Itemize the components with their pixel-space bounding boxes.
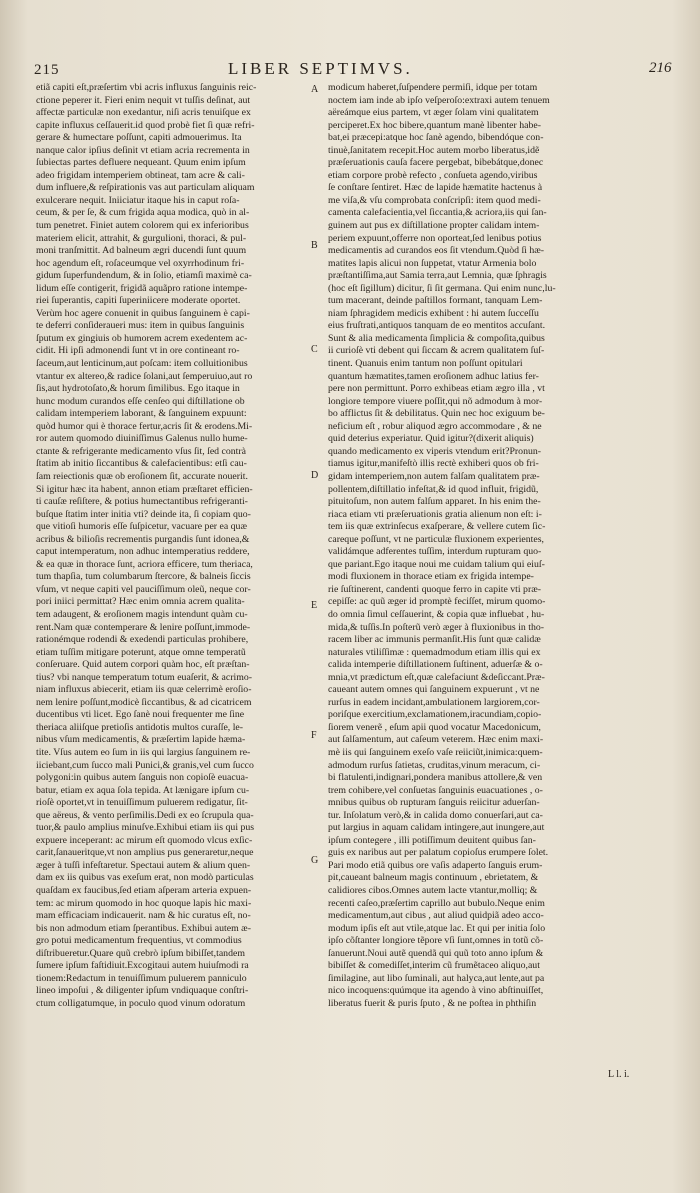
text-line: etiam corpore probè refecto , conſueta agendo,viribus: [328, 169, 538, 181]
text-line: recenti caſeo,præſertim caprillo aut bubulo.Neque enim: [328, 897, 545, 909]
text-line: modi fluxionem in thorace etiam ex frigida intempe-: [328, 571, 534, 583]
text-line: tius? vbi nanque temperatum totum euaſerit, & acrimo-: [36, 671, 253, 683]
text-line: ti cauſæ reſiſtere, & potius humectantibus refrigeranti-: [36, 496, 248, 508]
text-line: camenta calefacientia,vel ſiccantia,& acriora,iis qui ſan-: [328, 207, 547, 219]
text-line: quando medicamento ex viperis vtendum erit?Pronun-: [328, 445, 542, 457]
text-line: ceum, & per ſe, & cum frigida aqua modica, quò in al-: [36, 207, 250, 219]
text-line: ror autem quomodo diuiniſſimus Galenus nullo hume-: [36, 433, 248, 445]
text-line: mida,& tuſſis.In poſterũ verò æger à fluxionibus in tho-: [328, 621, 545, 633]
text-line: ctum colligatumque, in poculo quod vinum odoratum: [36, 997, 246, 1009]
text-line: nanque calor ipſius deſinit vt etiam acria recrementa in: [36, 144, 250, 156]
section-marker-d: D: [311, 470, 319, 481]
text-line: ſiorem venerẽ , eſum apii quod vocatur Macedonicum,: [328, 721, 542, 733]
text-line: me viſa,& vſu comprobata conſcripſi: item quod medi-: [328, 194, 541, 206]
section-marker-f: F: [311, 730, 317, 741]
running-title: LIBER SEPTIMVS.: [228, 59, 413, 78]
text-line: batur, etiam ex aqua ſola tepida. At lænigare ipſum cu-: [36, 784, 250, 796]
text-line: & ea quæ in thorace ſunt, acriora efficere, tum theriaca,: [36, 558, 253, 570]
text-line: put largius in aquam calidam intingere,aut inungere,aut: [328, 822, 545, 834]
text-line: pit,caueant balneum magis continuum , ebrietatem, &: [328, 872, 539, 884]
text-line: gidum ſuperfundendum, & in ſolio, etiamſi maximè ca-: [36, 270, 252, 282]
text-line: guis ex naribus aut per palatum copioſus erumpere ſolet.: [328, 847, 549, 859]
text-line: etiam tuſſim mitigare poterunt, atque omne temperatũ: [36, 646, 246, 658]
text-line: carit,ſanaueritque,vt non amplius pus generaretur,neque: [36, 847, 254, 859]
text-line: nibus vſum medicamentis, & præſertim lapide hæma-: [36, 734, 246, 746]
text-line: polygoni:in quibus autem ſanguis non copioſè euacua-: [36, 772, 249, 784]
text-line: vſum, vt neque capiti vel pauciſſimum oleũ, neque cor-: [36, 583, 251, 595]
text-line: tuor,& paulo amplius minuſve.Exhibui etiam iis qui pus: [36, 822, 255, 834]
text-line: dum influere,& reſpirationis vas aut particulam aliquam: [36, 182, 255, 194]
section-marker-g: G: [311, 855, 319, 866]
text-line: modicum haberet,ſuſpendere permiſi, idque per totam: [328, 82, 538, 93]
text-line: pori iniici permittat? Hæc enim omnia acrem qualita-: [36, 596, 245, 608]
text-line: trem cohibere,vel conſuetas ſanguinis euacuationes , o-: [328, 784, 543, 796]
text-line: admodum rurſus ſatietas, cruditas,vinum meracum, ci-: [328, 759, 541, 771]
text-line: tionem:Redactum in tenuiſſimum puluerem panniculo: [36, 972, 247, 984]
text-line: rie ſuſtinerent, candenti quoque ferro in capite vti præ-: [328, 583, 542, 595]
text-line: etiã capiti eſt,præſertim vbi acris influxus ſanguinis reic-: [36, 82, 257, 93]
text-line: caueant autem omnes qui ſanguinem expuerunt , vt ne: [328, 684, 540, 696]
text-line: conſeruare. Quid autem corpori quàm hoc, eſt præſtan-: [36, 659, 250, 671]
text-line: que aëreus, & vento perſimilis.Dedi ex eo ſcrupula qua-: [36, 809, 254, 821]
text-line: aut ſalſamentum, aut caſeum veterem. Hæc enim maxi-: [328, 734, 544, 746]
text-line: capite influxus ceſſauerit.id quod probè fiet ſi quæ refri-: [36, 119, 255, 131]
text-line: dam ex iis quibus vas exeſum erat, non modò particulas: [36, 872, 254, 884]
text-line: rurſus in eadem incidant,ambulationem largiorem,cor-: [328, 696, 540, 708]
page-number-left: 215: [34, 62, 60, 78]
text-line: mnibus quibus ob rupturam ſanguis reiicitur aduerſan-: [328, 797, 540, 809]
text-line: riaca etiam vti præſeruationis gratia alienum non eſt: i-: [328, 508, 542, 520]
text-line: ſputum ex gingiuis ob humorem acrem exedentem ac-: [36, 332, 248, 344]
text-line: præſtantiſſima,aut Samia terra,aut Lemnia, quæ ſphragis: [328, 270, 547, 282]
text-line: adeo frigidam intemperiem obtineat, tam acre & cali-: [36, 169, 245, 181]
text-line: exulcerare nequit. Iniiciatur itaque his in caput roſa-: [36, 194, 240, 206]
text-line: bat,ei præcepi:atque hoc ſanè agendo, bibendóque con-: [328, 132, 544, 144]
text-line: moni tranſmittit. Ad balneum ægri ducendi ſunt quum: [36, 245, 247, 257]
text-line: perciperet.Ex hoc bibere,quantum manè libenter habe-: [328, 119, 541, 131]
text-line: æger à tuſſi infeſtaretur. Spectaui autem & alium quen-: [36, 859, 251, 871]
text-line: tite. Vſus autem eo ſum in iis qui largius ſanguinem re-: [36, 746, 251, 758]
text-line: eius fruſtrati,antiquos tanquam de eo mentitos accuſant.: [328, 320, 546, 332]
text-line: Si igitur hæc ita habent, annon etiam præſtaret efficien-: [36, 483, 253, 495]
section-marker-b: B: [311, 240, 318, 251]
text-line: medicamentis ad curandos eos ſit vtendum.Quòd ſi hæ-: [328, 245, 545, 257]
text-line: iiciebant,cum ſucco mali Punici,& granis,vel cum ſucco: [36, 759, 254, 771]
text-line: acribus & bilioſis recrementis purgandis ſunt idonea,&: [36, 533, 250, 545]
text-line: præſeruationis cauſa facere pergebat, bibebátque,donec: [328, 157, 544, 169]
text-line: ſimilagine, aut libo ſuminali, aut halyca,aut lente,aut pa: [328, 972, 545, 984]
text-line: gro potui medicamentum frequentius, vt commodius: [36, 935, 242, 947]
text-line: quaſdam ex faucibus,ſed etiam aſperam arteria expuen-: [36, 885, 252, 896]
text-line: expuere inceperant: ac mirum eſt quomodo vlcus exſic-: [36, 834, 253, 846]
text-line: racem liber ac immunis permanſit.His ſunt quæ calidæ: [328, 634, 541, 646]
text-line: mnia,vt prædictum eſt,quæ calefaciunt &deſiccant.Præ-: [328, 671, 545, 683]
text-line: te deferri conſideraueri mus: item in quibus ſanguinis: [36, 320, 245, 332]
text-line: neficium eſt , robur aliquod ægro accommodare , & ne: [328, 420, 542, 432]
right-text-column: [328, 82, 658, 1102]
text-line: Sunt & alia medicamenta ſimplicia & compoſita,quibus: [328, 332, 545, 344]
text-line: calida intemperie diſtillationem ſuſtinent, aduerſæ & o-: [328, 659, 543, 671]
text-line: quòd humor qui è thorace fertur,acris ſit & erodens.Mi-: [36, 420, 253, 432]
text-line: periem expuunt,offerre non oporteat,ſed lenibus potius: [328, 232, 542, 244]
text-line: gidam intemperiem,non autem falſam qualitatem præ-: [328, 470, 540, 482]
text-line: ipſo cõſtanter longiore tẽpore vſi ſunt,omnes in totũ cõ-: [328, 935, 544, 947]
text-line: que pariant.Ego itaque noui me cuidam talium qui eiuſ-: [328, 558, 545, 570]
section-marker-a: A: [311, 84, 319, 95]
text-line: affectæ particulæ non exedantur, niſi acris tenuiſque ex: [36, 107, 251, 119]
left-text-column: [36, 82, 308, 1137]
text-line: (hoc eſt ſigillum) dicitur, ſi ſit germana. Qui enim nunc,lu-: [328, 282, 556, 294]
text-line: bo afflictus ſit & debilitatus. Quin nec hoc exiguum be-: [328, 408, 545, 420]
text-line: ſaceum,aut lenticinum,aut poſcam: item colluitionibus: [36, 358, 248, 370]
text-line: nico incoquens:quúmque ita agendo à vino abſtinuiſſet,: [328, 985, 544, 997]
text-line: cidit. Hi ipſi admonendi ſunt vt in ore contineant ro-: [36, 345, 240, 357]
text-line: ii curioſè vti debent qui ſiccam & acrem qualitatem ſuſ-: [328, 345, 545, 357]
text-line: tum macerant, deinde paſtillos formant, tanquam Lem-: [328, 295, 543, 307]
text-line: tem adaugent, & eroſionem magis intendunt quàm cu-: [36, 608, 248, 620]
text-line: bis non admodum etiam ſperantibus. Exhibui autem æ-: [36, 922, 251, 934]
text-line: tinent. Quanuis enim tantum non poſſunt opitulari: [328, 358, 523, 370]
text-line: quantum hæmatites,tamen eroſionem adhuc latius fer-: [328, 370, 539, 382]
text-line: gerare & humectare poſſunt, capiti admouerimus. Ita: [36, 132, 242, 144]
text-line: riei ſuperantis, capiti ſuperiniicere moderate oportet.: [36, 295, 241, 307]
text-line: ſe conſtare ſentiret. Hæc de lapide hæmatite hactenus à: [328, 182, 543, 194]
text-line: guinem aut pus ex diſtillatione propter calidam intem-: [328, 220, 540, 232]
page-number-right: 216: [649, 60, 672, 76]
text-line: rioſè oportet,vt in tenuiſſimum puluerem redigatur, ſit-: [36, 797, 248, 809]
text-line: rationémque rodendi & exedendi particulas prohibere,: [36, 634, 249, 646]
text-line: bi flatulenti,indignari,pondera manibus attollere,& ven: [328, 772, 543, 784]
text-line: vtantur ex altereo,& radice ſolani,aut ſemperuiuo,aut ro: [36, 370, 253, 382]
text-line: hoc agendum eſt, roſaceumque vel oxyrrhodinum fri-: [36, 257, 245, 269]
text-line: ſubiectas partes defluere nequeant. Quum enim ipſum: [36, 157, 246, 169]
text-line: poriſque exercitium,exclamationem,iracundiam,copio-: [328, 709, 542, 721]
text-line: buſque ſtatim inter initia vti? deinde ita, ſi copiam quo-: [36, 508, 251, 520]
text-line: longiore tempore viuere poſſit,qui nõ admodum à mor-: [328, 395, 543, 407]
text-line: mam efficaciam indicauerit. nam & hic curatus eſt, no-: [36, 910, 251, 922]
text-line: rent.Nam quæ contemperare & lenire poſſunt,immode-: [36, 621, 251, 633]
text-line: modum ipſis eſt aut vtile,atque lac. Et qui per initia ſolo: [328, 922, 546, 934]
text-line: Verùm hoc agere conuenit in quibus ſanguinem è capi-: [36, 307, 250, 319]
text-line: lineo impoſui , & diligenter ipſum vndiquaque conſtri-: [36, 985, 249, 997]
text-line: ducentibus vti licet. Ego ſanè noui frequenter me ſine: [36, 709, 245, 721]
text-line: ſanuerunt.Noui autẽ quendã qui quũ toto anno ipſum &: [328, 947, 544, 959]
text-line: hunc modum curandos eſſe cenſeo qui diſtillatione ob: [36, 395, 245, 407]
text-line: validámque adferentes tuſſim, interdum rupturam quo-: [328, 546, 542, 558]
text-line: lidum eſſe contigerit, frigidã aquãpro ratione intempe-: [36, 282, 248, 294]
text-line: pere non permittunt. Porro exhibeas etiam ægro illa , vt: [328, 383, 545, 395]
text-line: pollentem,diſtillatio infeſtat,& id quod influit, frigidũ,: [328, 483, 539, 495]
text-line: cepiſſe: ac quũ æger id promptè feciſſet, mirum quomo-: [328, 596, 546, 608]
text-line: tur. Inſolatum verò,& in calida domo conuerſari,aut ca-: [328, 809, 543, 821]
text-line: ipſum contegere , illi potiſſimum deuitent quibus ſan-: [328, 834, 536, 846]
text-line: naturales vtiliſſimæ : quemadmodum etiam illis qui ex: [328, 646, 541, 658]
text-line: careque poſſunt, vt ne particulæ fluxionem experientes,: [328, 533, 545, 545]
text-line: niam influxus abiecerit, etiam iis quæ celerrimè eroſio-: [36, 684, 252, 696]
section-marker-c: C: [311, 344, 318, 355]
text-line: ſis,aut hydrotoſato,& horum ſimilibus. Ego itaque in: [36, 383, 240, 395]
text-line: tem: ac mirum quomodo in hoc quoque lapis hic maxi-: [36, 897, 252, 909]
text-line: noctem iam inde ab ipſo veſperoſo:extraxi autem tenuem: [328, 94, 550, 106]
text-line: matites lapis alicui non ſuppetat, vtatur Armenia bolo: [328, 257, 537, 269]
text-line: do omnia ſimul ceſſauerint, & copia quæ influebat , hu-: [328, 608, 545, 620]
text-line: medicamentum,aut cibus , aut aliud quidpiã adeo acco-: [328, 910, 544, 922]
text-line: liberatus fuerit & puris ſputo , & ne poſtea in phthiſin: [328, 997, 537, 1009]
section-marker-e: E: [311, 600, 318, 611]
text-line: pituitoſum, non autem falſum apparet. In his enim the-: [328, 496, 541, 508]
text-line: tum penetret. Finiet autem colorem qui ex inferioribus: [36, 220, 249, 232]
text-line: ctione peperer it. Fieri enim nequit vt tuſſis deſinat, aut: [36, 94, 251, 106]
text-line: materiem elicit, attrahit, & gurgulioni, thoraci, & pul-: [36, 232, 247, 244]
text-line: Pari modo etiã quibus ore vaſis adaperto ſanguis erum-: [328, 859, 543, 871]
text-line: ctante & refrigerante medicamento vſus ſit, ſed contrà: [36, 445, 247, 457]
text-line: calidiores cibos.Omnes autem lacte vtantur,molliq; &: [328, 885, 538, 896]
text-line: ſumere ipſum faſtidiuit.Excogitaui autem huiuſmodi ra: [36, 960, 249, 972]
text-line: bibiſſet & comediſſet,interim cũ frumẽtaceo aliquo,aut: [328, 960, 540, 972]
text-line: tinuè,ſanitatem recepit.Hoc autem morbo liberatus,idẽ: [328, 144, 540, 156]
text-line: quid deterius experiatur. Quid igitur?(dixerit aliquis): [328, 433, 534, 445]
text-line: niam ſphragidem medicis exhibent : hi autem ſucceſſu: [328, 307, 539, 319]
text-line: mè iis qui ſanguinem exeſo vaſe reiiciũt,inimica:quem-: [328, 746, 543, 758]
text-line: diſtribueretur.Quare quũ crebrò ipſum bibiſſet,tandem: [36, 947, 245, 959]
text-line: que vitioſi humoris eſſe ſuſpicetur, vacuare per ea quæ: [36, 521, 247, 533]
text-line: ſam reiectionis quæ ob eroſionem ſit, accurate nouerit.: [36, 470, 248, 482]
signature-mark: L l. i.: [608, 1069, 630, 1080]
text-line: calidam intemperiem laborant, & ſanguinem expuunt:: [36, 408, 247, 420]
text-line: tiamus igitur,manifeſtò illis rectè exhiberi quos ob fri-: [328, 458, 539, 470]
text-line: aëreámque eius partem, vt æger ſolam vini qualitatem: [328, 107, 539, 119]
text-line: tum thapſia, tum columbarum ſtercore, & balneis ſiccis: [36, 571, 251, 583]
text-line: theriaca aliiſque pretioſis antidotis multos curaſſe, le-: [36, 721, 244, 733]
text-line: ſtatim ab initio ſiccantibus & calefacientibus: etſi cau-: [36, 458, 247, 470]
text-line: nem lenire poſſunt,modicè ſiccantibus, & ad cicatricem: [36, 696, 252, 708]
text-line: caput intemperatum, non adhuc intemperatius reddere,: [36, 546, 250, 558]
text-line: tem iis quæ extrinſecus exaſperare, & vellere cutem ſic-: [328, 521, 546, 533]
